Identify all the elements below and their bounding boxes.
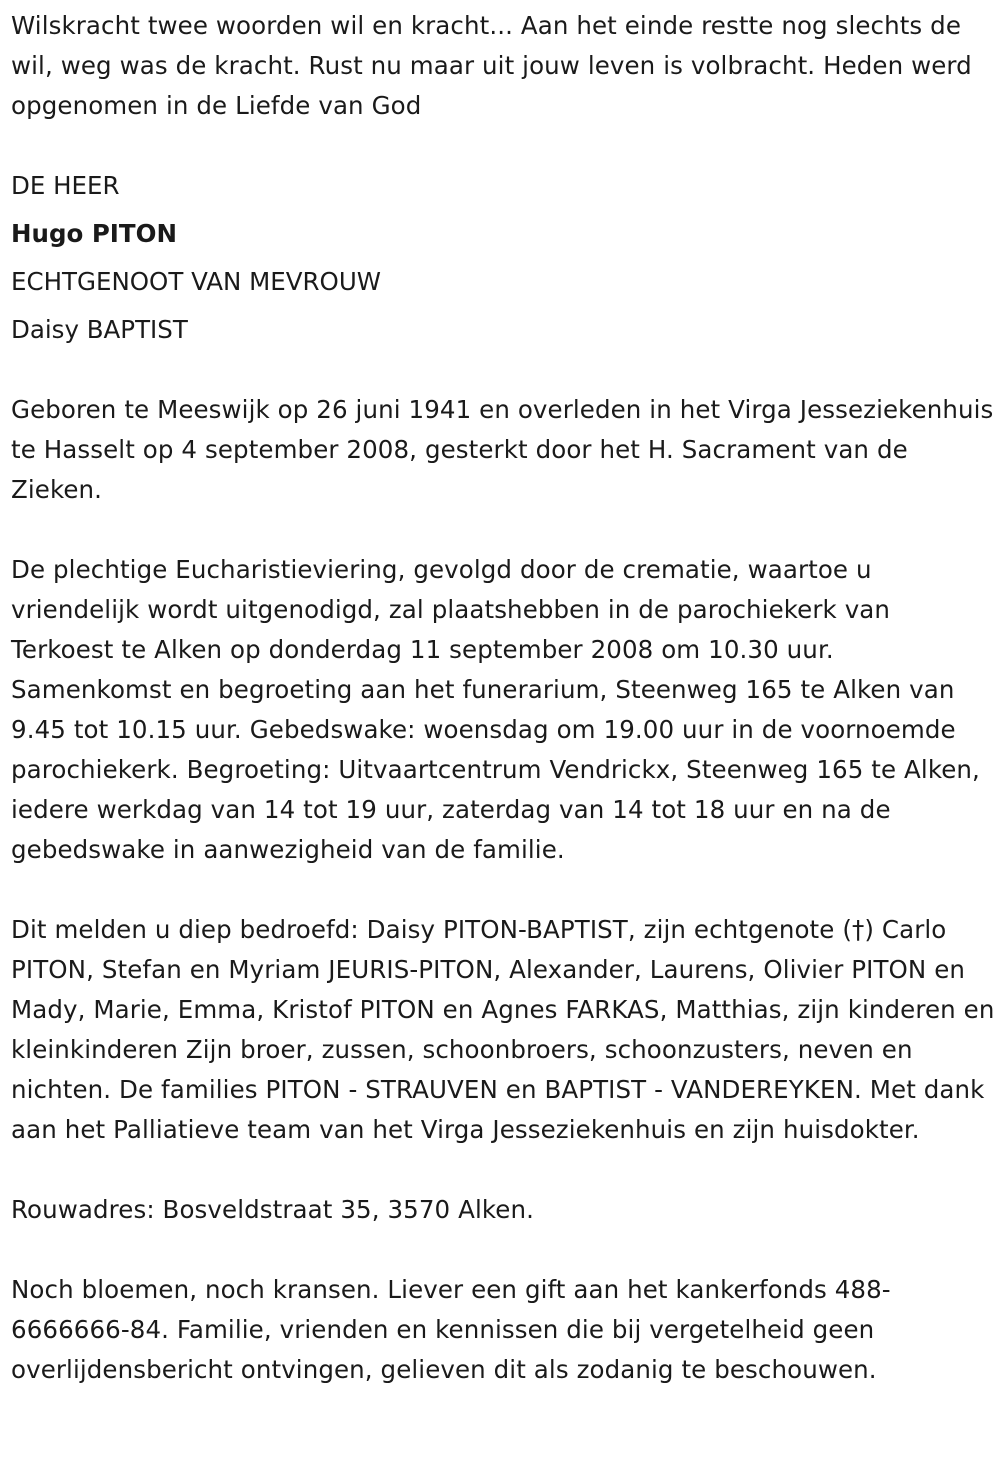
flowers-text: Noch bloemen, noch kransen. Liever een gift aan het kankerfonds 488-6666666-84. Familie, vrienden en kennissen die bij vergetelheid geen overlijdensbericht ontvingen, gelieven dit als zodanig te beschouwen. bbox=[11, 1275, 891, 1384]
spacer bbox=[11, 126, 996, 166]
address-text: Rouwadres: Bosveldstraat 35, 3570 Alken. bbox=[11, 1195, 534, 1224]
spacer bbox=[11, 1230, 996, 1270]
spacer bbox=[11, 354, 996, 390]
ceremony-text: De plechtige Eucharistieviering, gevolgd door de crematie, waartoe u vriendelijk wordt uitgenodigd, zal plaatshebben in de parochiekerk van Terkoest te Alken op donderdag 11 september 2008 om 10.30 uur. Samenkomst en begroeting aan het funerarium, Steenweg 165 te Alken van 9.45 tot 10.15 uur. Gebedswake: woensdag om 19.00 uur in de voornoemde parochiekerk. Begroeting: Uitvaartcentrum Vendrickx, Steenweg 165 te Alken, iedere werkdag van 14 tot 19 uur, zaterdag van 14 tot 18 uur en na de gebedswake in aanwezigheid van de familie. bbox=[11, 555, 980, 864]
spacer bbox=[11, 510, 996, 550]
family-text: Dit melden u diep bedroefd: Daisy PITON-BAPTIST, zijn echtgenote (†) Carlo PITON, Stefan en Myriam JEURIS-PITON, Alexander, Laurens, Olivier PITON en Mady, Marie, Emma, Kristof PITON en Agnes FARKAS, Matthias, zijn kinderen en kleinkinderen Zijn broer, zussen, schoonbroers, schoonzusters, neven en nichten. De families PITON - STRAUVEN en BAPTIST - VANDEREYKEN. Met dank aan het Palliatieve team van het Virga Jesseziekenhuis en zijn huisdokter. bbox=[11, 915, 995, 1144]
intro-text: Wilskracht twee woorden wil en kracht... Aan het einde restte nog slechts de wil, weg was de kracht. Rust nu maar uit jouw leven is volbracht. Heden werd opgenomen in de Liefde van God bbox=[11, 11, 972, 120]
title-prefix: DE HEER bbox=[11, 171, 120, 200]
birth-death-text: Geboren te Meeswijk op 26 juni 1941 en overleden in het Virga Jesseziekenhuis te Hasselt op 4 september 2008, gesterkt door het H. Sacrament van de Zieken. bbox=[11, 395, 994, 504]
spouse-name: Daisy BAPTIST bbox=[11, 315, 188, 344]
deceased-name: Hugo PITON bbox=[11, 219, 177, 248]
spacer bbox=[11, 870, 996, 910]
spouse-prefix: ECHTGENOOT VAN MEVROUW bbox=[11, 267, 382, 296]
obituary-document bbox=[11, 6, 996, 1390]
spacer bbox=[11, 1150, 996, 1190]
